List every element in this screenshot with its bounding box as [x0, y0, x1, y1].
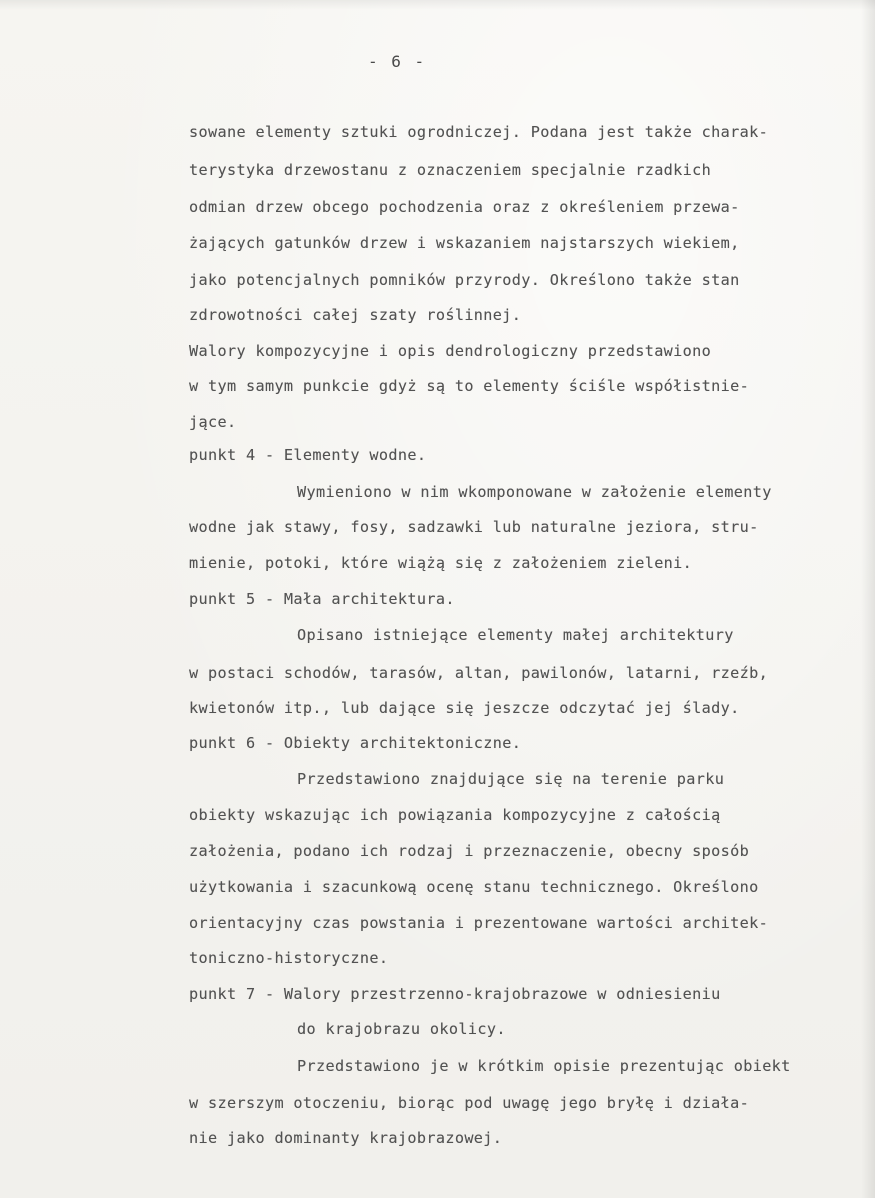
paragraph-start-line: Przedstawiono znajdujące się na terenie parku — [297, 770, 725, 788]
section-heading: punkt 4 - Elementy wodne. — [189, 446, 427, 464]
text-line: mienie, potoki, które wiążą się z założeniem zieleni. — [189, 554, 693, 572]
text-line: jące. — [189, 413, 237, 431]
text-line: orientacyjny czas powstania i prezentowane wartości architek- — [189, 914, 769, 932]
section-heading-continuation: do krajobrazu okolicy. — [297, 1020, 506, 1038]
text-line: wodne jak stawy, fosy, sadzawki lub naturalne jeziora, stru- — [189, 518, 759, 536]
text-line: w szerszym otoczeniu, biorąc pod uwagę jego bryłę i działa- — [189, 1094, 750, 1112]
paragraph-start-line: Opisano istniejące elementy małej architektury — [297, 626, 734, 644]
section-heading: punkt 6 - Obiekty architektoniczne. — [189, 734, 522, 752]
section-heading: punkt 5 - Mała architektura. — [189, 590, 455, 608]
text-line: kwietonów itp., lub dające się jeszcze odczytać jej ślady. — [189, 699, 740, 717]
paragraph-start-line: Przedstawiono je w krótkim opisie prezentując obiekt — [297, 1057, 791, 1075]
page-number: - 6 - — [368, 52, 427, 71]
text-line: nie jako dominanty krajobrazowej. — [189, 1129, 503, 1147]
text-line: sowane elementy sztuki ogrodniczej. Podana jest także charak- — [189, 123, 769, 141]
paragraph-start-line: Wymieniono w nim wkomponowane w założenie elementy — [297, 483, 772, 501]
text-line: obiekty wskazując ich powiązania kompozycyjne z całością — [189, 806, 721, 824]
page-edge-shadow — [861, 0, 875, 1198]
text-line: terystyka drzewostanu z oznaczeniem specjalnie rzadkich — [189, 161, 712, 179]
page-top-shadow — [0, 0, 875, 10]
text-line: toniczno-historyczne. — [189, 949, 389, 967]
text-line: w tym samym punkcie gdyż są to elementy ściśle współistnie- — [189, 377, 750, 395]
text-line: żających gatunków drzew i wskazaniem najstarszych wiekiem, — [189, 234, 740, 252]
section-heading: punkt 7 - Walory przestrzenno-krajobrazowe w odniesieniu — [189, 985, 721, 1003]
text-line: założenia, podano ich rodzaj i przeznaczenie, obecny sposób — [189, 842, 750, 860]
text-line: użytkowania i szacunkową ocenę stanu technicznego. Określono — [189, 878, 759, 896]
text-line: Walory kompozycyjne i opis dendrologiczny przedstawiono — [189, 342, 712, 360]
text-line: jako potencjalnych pomników przyrody. Określono także stan — [189, 271, 740, 289]
text-line: zdrowotności całej szaty roślinnej. — [189, 306, 522, 324]
text-line: odmian drzew obcego pochodzenia oraz z określeniem przewa- — [189, 198, 740, 216]
text-line: w postaci schodów, tarasów, altan, pawilonów, latarni, rzeźb, — [189, 664, 769, 682]
